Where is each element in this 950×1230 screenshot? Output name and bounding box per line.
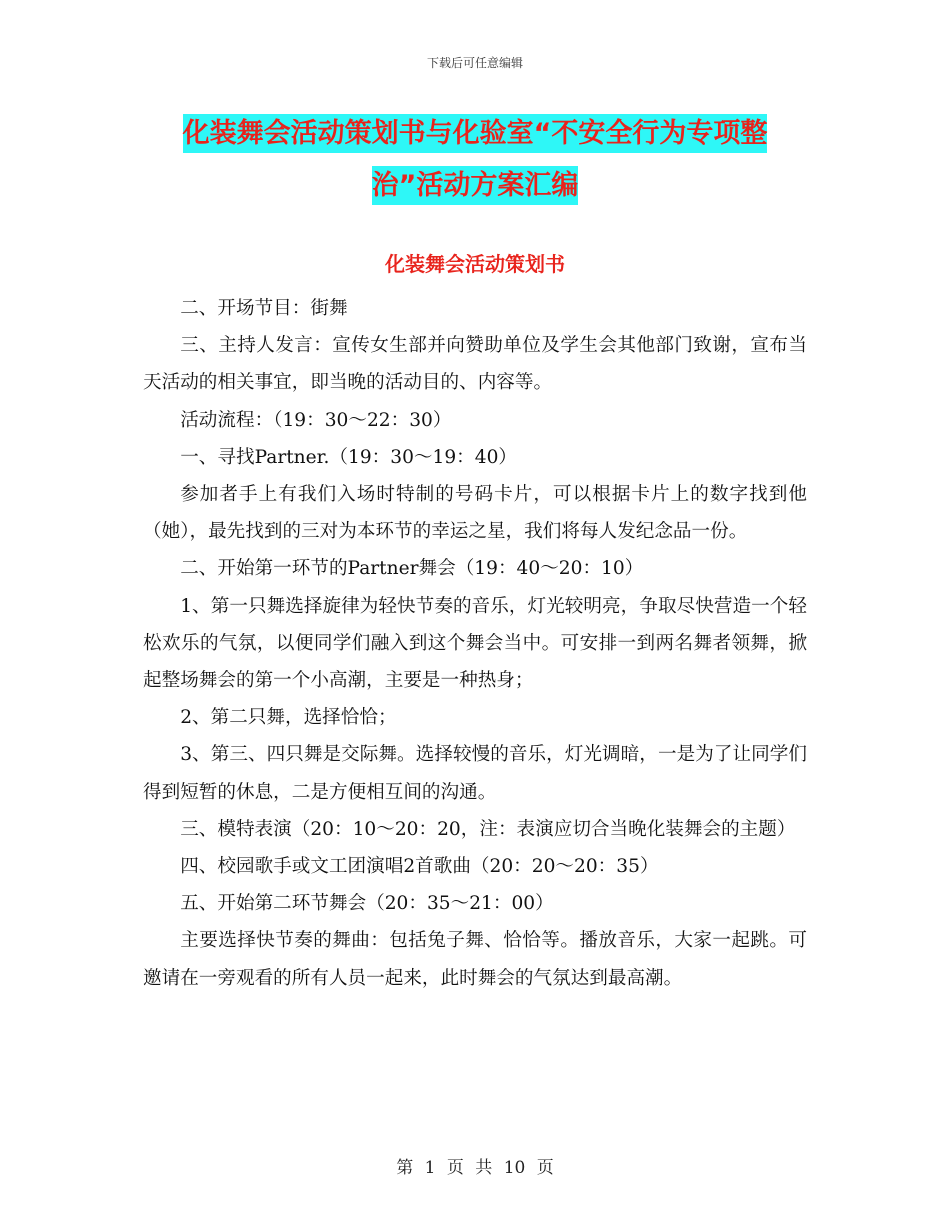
paragraph: 主要选择快节奏的舞曲：包括兔子舞、恰恰等。播放音乐，大家一起跳。可邀请在一旁观看的所有人员一起来，此时舞会的气氛达到最高潮。 (143, 930, 807, 989)
page-header-note: 下载后可任意编辑 (426, 56, 523, 70)
document-body (143, 290, 807, 997)
document-title (0, 108, 950, 212)
document-title-line-2: 治”活动方案汇编 (372, 166, 579, 205)
section-title: 化装舞会活动策划书 (385, 252, 565, 276)
paragraph: 五、开始第二环节舞会（20：35～21：00） (180, 893, 554, 915)
paragraph: 三、模特表演（20：10～20：20，注：表演应切合当晚化装舞会的主题） (180, 818, 796, 840)
paragraph: 一、寻找Partner.（19：30～19：40） (180, 446, 518, 468)
paragraph: 1、第一只舞选择旋律为轻快节奏的音乐，灯光较明亮，争取尽快营造一个轻松欢乐的气氛，以便同学们融入到这个舞会当中。可安排一到两名舞者领舞，掀起整场舞会的第一个小高潮，主要是一种热身； (143, 595, 807, 692)
page-footer: 第 1 页 共 10 页 (396, 1158, 554, 1178)
paragraph: 活动流程：（19：30～22：30） (180, 409, 452, 431)
paragraph: 二、开场节目：街舞 (180, 298, 348, 319)
paragraph: 四、校园歌手或文工团演唱2首歌曲（20：20～20：35） (180, 856, 659, 878)
paragraph: 参加者手上有我们入场时特制的号码卡片，可以根据卡片上的数字找到他（她），最先找到的三对为本环节的幸运之星，我们将每人发纪念品一份。 (143, 484, 807, 543)
paragraph: 3、第三、四只舞是交际舞。选择较慢的音乐，灯光调暗，一是为了让同学们得到短暂的休息，二是方便相互间的沟通。 (143, 744, 807, 803)
paragraph: 2、第二只舞，选择恰恰； (180, 707, 397, 729)
paragraph: 二、开始第一环节的Partner舞会（19：40～20：10） (180, 558, 644, 580)
document-title-line-1: 化装舞会活动策划书与化验室“不安全行为专项整 (183, 114, 768, 153)
paragraph: 三、主持人发言：宣传女生部并向赞助单位及学生会其他部门致谢，宣布当天活动的相关事宜，即当晚的活动目的、内容等。 (143, 335, 807, 394)
